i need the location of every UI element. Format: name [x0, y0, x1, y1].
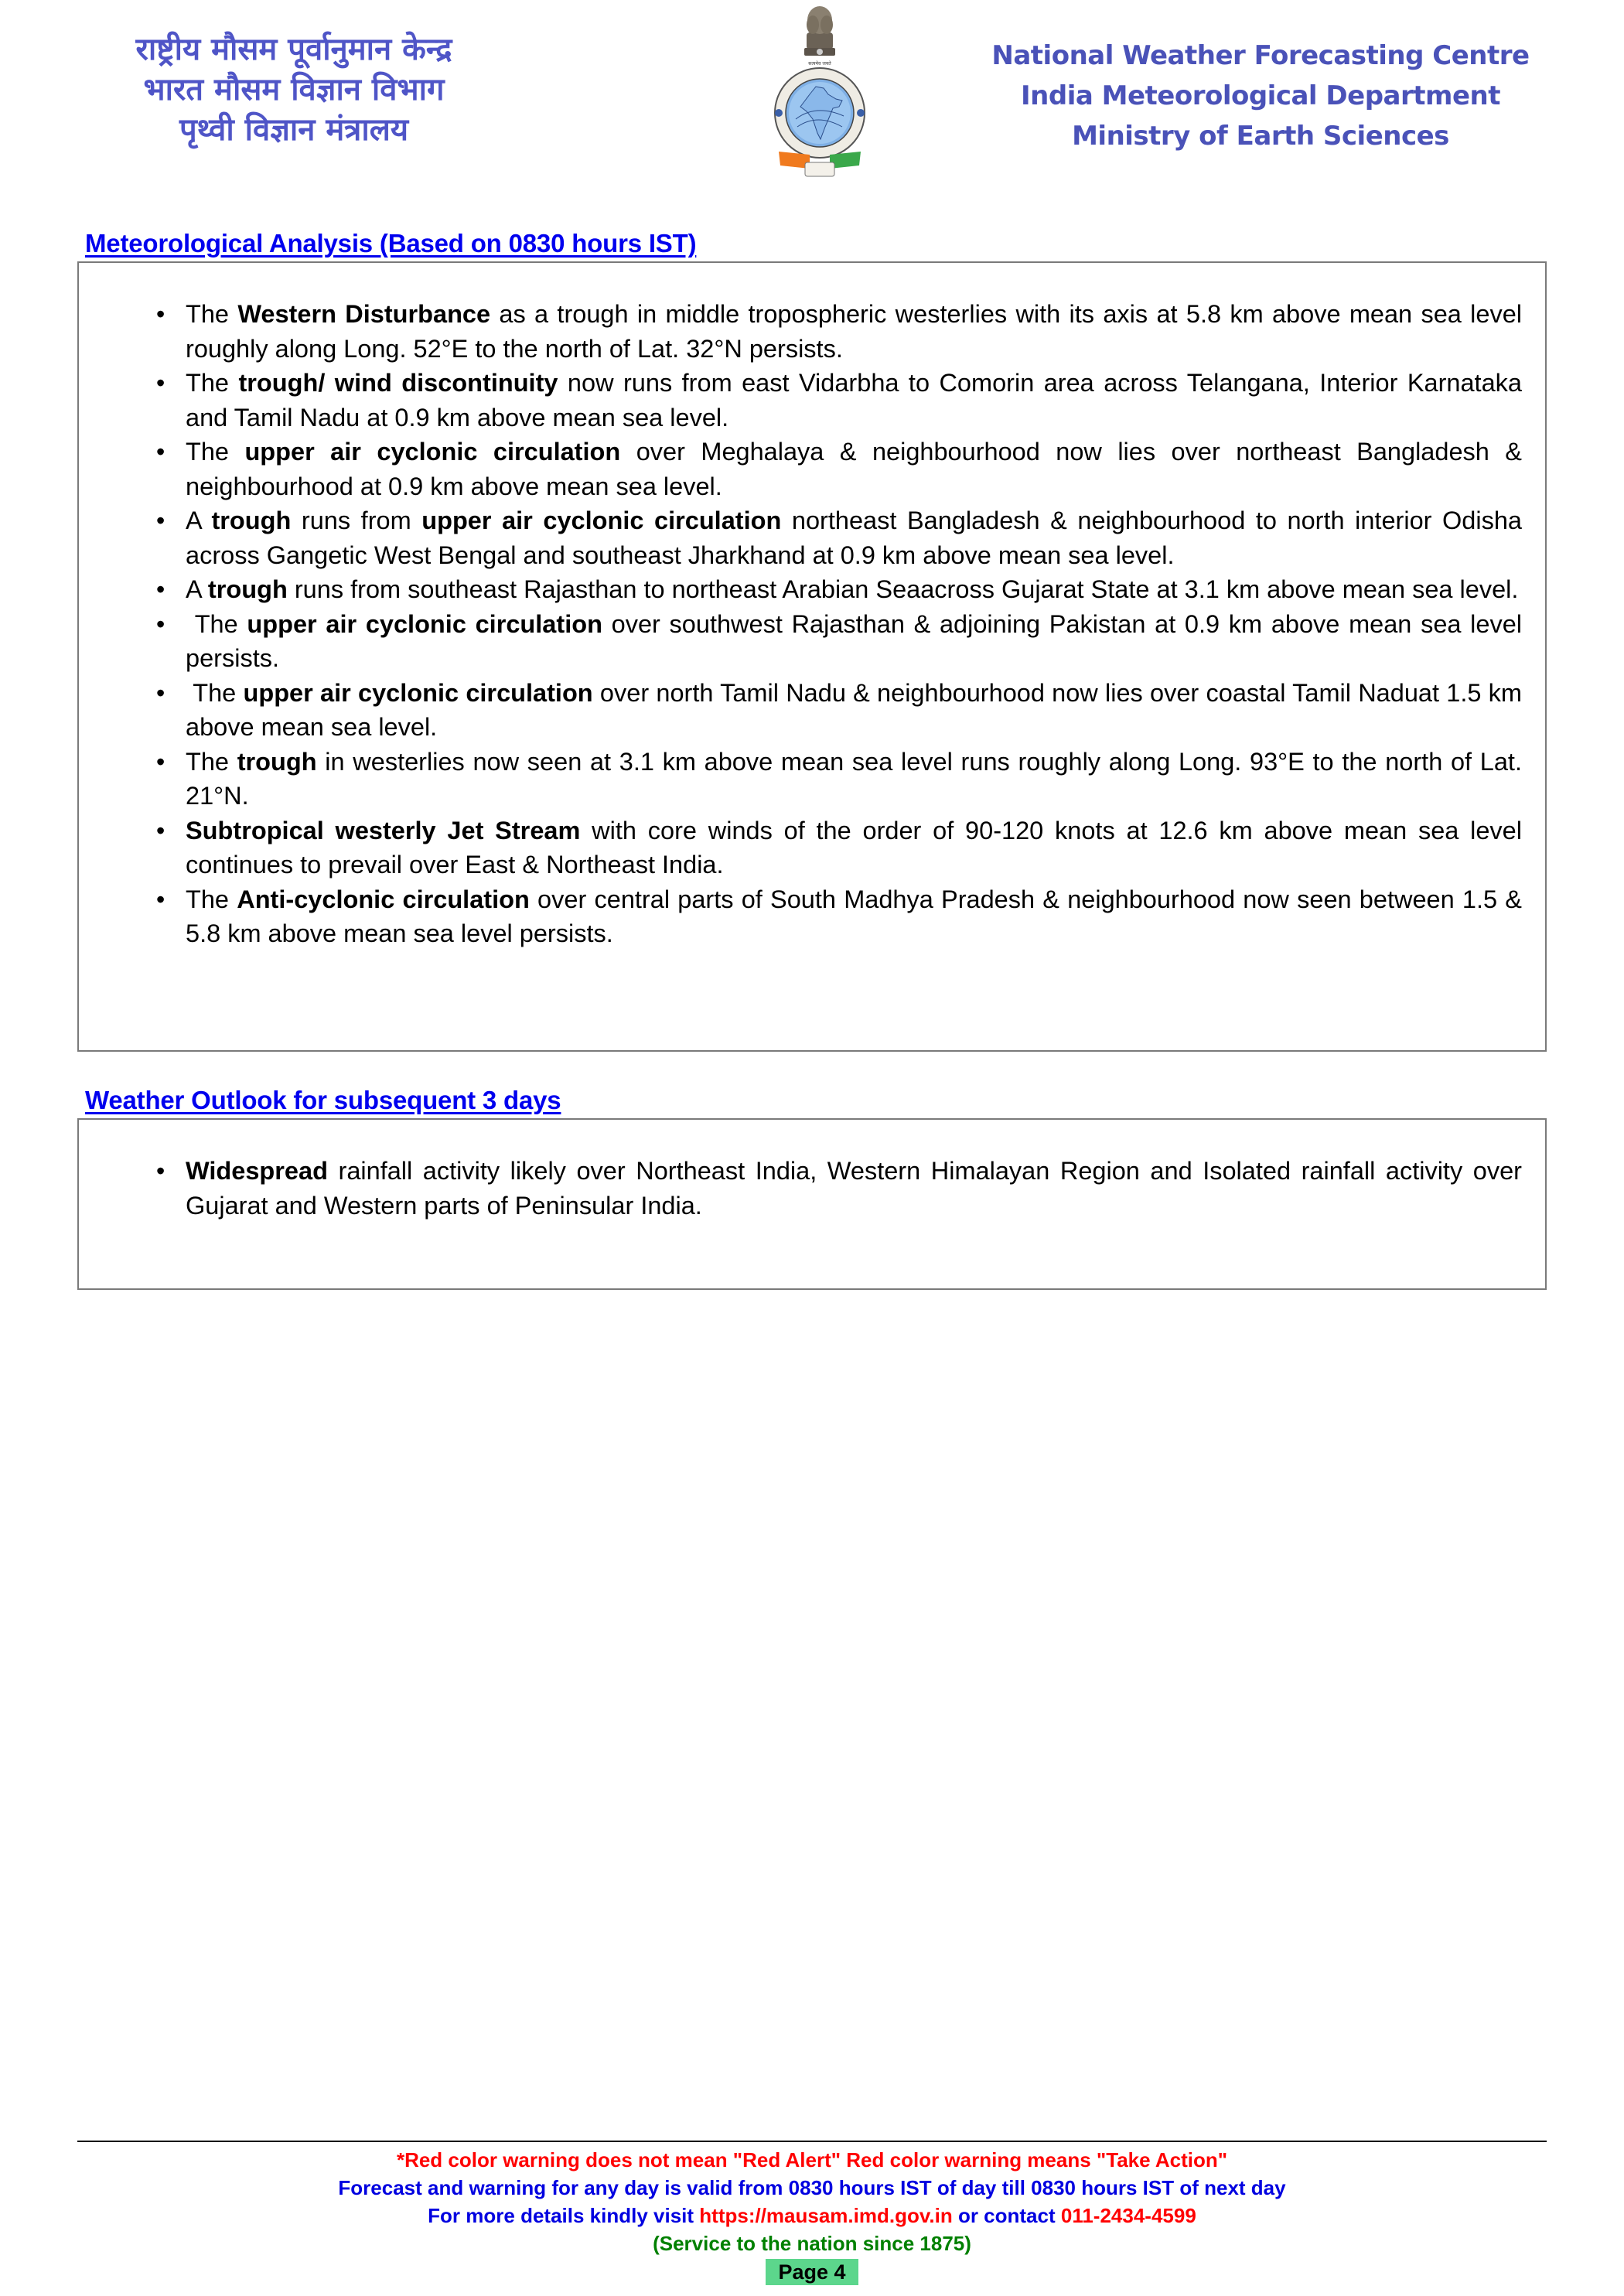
item-text: over southwest Rajasthan & adjoining Pakistan at 0.9 km above mean sea level persists. [186, 609, 1530, 672]
english-line-2: India Meteorological Department [1021, 80, 1500, 111]
lion-capital-icon [804, 6, 835, 56]
page-footer [77, 2146, 1547, 2286]
analysis-item [79, 607, 1545, 676]
item-text: A [186, 575, 208, 603]
analysis-item [79, 366, 1545, 435]
bullet-icon: • [156, 369, 165, 397]
hindi-org-name [77, 29, 510, 150]
bullet-icon: • [156, 438, 165, 466]
bullet-icon: • [156, 609, 165, 638]
bold-term: trough [207, 575, 288, 603]
bullet-icon: • [156, 575, 165, 603]
analysis-item [79, 297, 1545, 366]
analysis-item [79, 572, 1545, 607]
english-org-name [959, 36, 1562, 156]
item-text: over central parts of South Madhya Pradesh & neighbourhood now seen between 1.5 & 5.8 km above mean sea level persists. [186, 885, 1530, 947]
analysis-section-title: Meteorological Analysis (Based on 0830 hours IST) [85, 229, 697, 258]
bold-term: trough [211, 507, 292, 534]
phone-number: 011-2434-4599 [1060, 2204, 1196, 2227]
emblem-motto: सत्यमेव जयते [808, 61, 831, 67]
item-text: over Meghalaya & neighbourhood now lies over northeast Bangladesh & neighbourhood at 0.9 km above mean sea level. [186, 438, 1530, 500]
analysis-item [79, 503, 1545, 572]
bold-term: Western Disturbance [237, 300, 491, 328]
item-text: The [186, 369, 239, 397]
validity-note: Forecast and warning for any day is valid from 0830 hours IST of day till 0830 hours IST of next day [338, 2176, 1286, 2199]
analysis-list [79, 263, 1545, 951]
item-text: The [186, 438, 245, 466]
bullet-icon: • [156, 678, 165, 707]
bold-term: Subtropical westerly Jet Stream [186, 816, 581, 844]
analysis-item [79, 814, 1545, 882]
item-text: now runs from east Vidarbha to Comorin area across Telangana, Interior Karnataka and Tamil Nadu at 0.9 km above mean sea level. [186, 369, 1530, 432]
outlook-section-title: Weather Outlook for subsequent 3 days [85, 1086, 561, 1114]
item-text: rainfall activity likely over Northeast India, Western Himalayan Region and Isolated rainfall activity over Gujarat and Western parts of Peninsular India. [186, 1157, 1530, 1220]
details-prefix: For more details kindly visit [428, 2204, 700, 2227]
bold-term: upper air cyclonic circulation [247, 609, 602, 638]
outlook-list [79, 1120, 1545, 1223]
website-link[interactable]: https://mausam.imd.gov.in [699, 2204, 953, 2227]
analysis-item [79, 676, 1545, 745]
bullet-icon: • [156, 300, 165, 328]
outlook-box [77, 1118, 1547, 1290]
footer-divider [77, 2141, 1547, 2142]
item-text: northeast Bangladesh & neighbourhood to north interior Odisha across Gangetic West Bengal and southeast Jharkhand at 0.9 km above mean sea level. [186, 507, 1530, 569]
analysis-item [79, 745, 1545, 814]
item-text: The [186, 609, 247, 638]
contact-line [77, 2202, 1547, 2229]
bullet-icon: • [156, 507, 165, 534]
bold-term: Widespread [186, 1157, 328, 1185]
bold-term: trough/ wind discontinuity [238, 369, 558, 397]
bold-term: upper air cyclonic circulation [243, 678, 593, 707]
item-text: over north Tamil Nadu & neighbourhood now lies over coastal Tamil Naduat 1.5 km above mean sea level. [186, 678, 1530, 741]
item-text: as a trough in middle tropospheric westerlies with its axis at 5.8 km above mean sea level roughly along Long. 52°E to the north of Lat. 32°N persists. [186, 300, 1530, 363]
page-header [0, 0, 1624, 193]
item-text: The [186, 300, 238, 328]
contact-prefix: or contact [952, 2204, 1061, 2227]
item-text: The [186, 747, 237, 776]
english-line-3: Ministry of Earth Sciences [1072, 121, 1449, 152]
bullet-icon: • [156, 747, 165, 776]
english-line-1: National Weather Forecasting Centre [991, 40, 1530, 71]
red-warning-note: *Red color warning does not mean "Red Alert" Red color warning means "Take Action" [396, 2148, 1228, 2171]
analysis-item [79, 435, 1545, 503]
page-number-badge: Page 4 [766, 2259, 858, 2285]
item-text: The [186, 678, 244, 707]
item-text: A [186, 507, 212, 534]
hindi-line-2: भारत मौसम विज्ञान विभाग [143, 72, 445, 107]
hindi-line-1: राष्ट्रीय मौसम पूर्वानुमान केन्द्र [135, 32, 452, 67]
analysis-item [79, 882, 1545, 951]
item-text: runs from southeast Rajasthan to northeast Arabian Seaacross Gujarat State at 3.1 km above mean sea level. [287, 575, 1519, 603]
hindi-line-3: पृथ्वी विज्ञान मंत्रालय [179, 112, 409, 148]
bold-term: trough [237, 747, 317, 776]
bold-term: Anti-cyclonic circulation [237, 885, 530, 913]
item-text: The [186, 885, 237, 913]
item-text: in westerlies now seen at 3.1 km above mean sea level runs roughly along Long. 93°E to the north of Lat. 21°N. [186, 747, 1530, 810]
bullet-icon: • [156, 885, 165, 913]
bold-term: upper air cyclonic circulation [421, 507, 782, 534]
bullet-icon: • [156, 816, 165, 844]
outlook-item [79, 1154, 1545, 1223]
analysis-box [77, 261, 1547, 1052]
item-text: with core winds of the order of 90-120 knots at 12.6 km above mean sea level continues to prevail over East & Northeast India. [186, 816, 1530, 878]
bold-term: upper air cyclonic circulation [244, 438, 621, 466]
imd-emblem-icon [762, 3, 878, 183]
service-note: (Service to the nation since 1875) [653, 2232, 971, 2255]
item-text: runs from [291, 507, 422, 534]
bullet-icon: • [156, 1157, 165, 1185]
